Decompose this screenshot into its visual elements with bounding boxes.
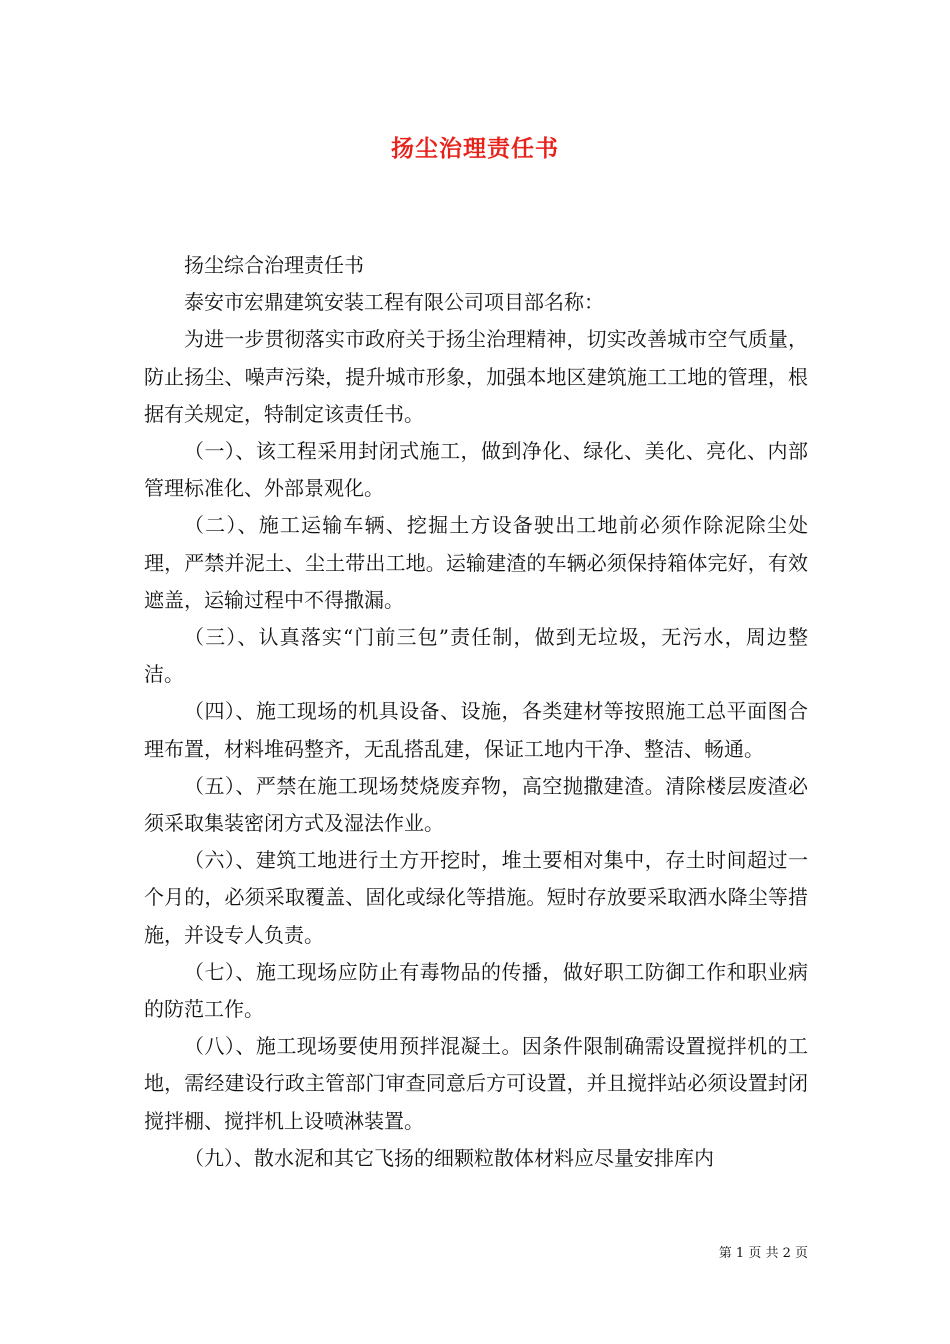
clause-6: （六）、建筑工地进行土方开挖时，堆土要相对集中，存土时间超过一个月的，必须采取覆盖、固化或绿化等措施。短时存放要采取洒水降尘等措施，并设专人负责。 [144, 848, 808, 947]
clause-7: （七）、施工现场应防止有毒物品的传播，做好职工防御工作和职业病的防范工作。 [144, 959, 808, 1022]
section-heading: 扬尘综合治理责任书 [184, 253, 364, 277]
clause-4: （四）、施工现场的机具设备、设施，各类建材等按照施工总平面图合理布置，材料堆码整齐，无乱搭乱建，保证工地内干净、整洁、畅通。 [144, 699, 808, 761]
intro-paragraph: 为进一步贯彻落实市政府关于扬尘治理精神，切实改善城市空气质量，防止扬尘、噪声污染，提升城市形象，加强本地区建筑施工工地的管理，根据有关规定，特制定该责任书。 [144, 327, 808, 426]
page-number: 第 1 页 共 2 页 [718, 1246, 808, 1261]
clause-2: （二）、施工运输车辆、挖掘土方设备驶出工地前必须作除泥除尘处理，严禁并泥土、尘土带出工地。运输建渣的车辆必须保持箱体完好，有效遮盖，运输过程中不得撒漏。 [144, 513, 808, 612]
clause-8: （八）、施工现场要使用预拌混凝土。因条件限制确需设置搅拌机的工地，需经建设行政主管部门审查同意后方可设置，并且搅拌站必须设置封闭搅拌棚、搅拌机上设喷淋装置。 [144, 1034, 808, 1133]
clause-3: （三）、认真落实“门前三包”责任制，做到无垃圾，无污水，周边整洁。 [144, 625, 808, 687]
clause-5: （五）、严禁在施工现场焚烧废弃物，高空抛撒建渣。清除楼层废渣必须采取集装密闭方式及湿法作业。 [144, 773, 808, 836]
clause-1: （一）、该工程采用封闭式施工，做到净化、绿化、美化、亮化、内部管理标准化、外部景观化。 [144, 439, 808, 501]
company-line: 泰安市宏鼎建筑安装工程有限公司项目部名称： [184, 290, 604, 315]
clause-9: （九）、散水泥和其它飞扬的细颗粒散体材料应尽量安排库内 [184, 1145, 714, 1170]
document-body [144, 247, 808, 1177]
document-title: 扬尘治理责任书 [391, 135, 559, 162]
